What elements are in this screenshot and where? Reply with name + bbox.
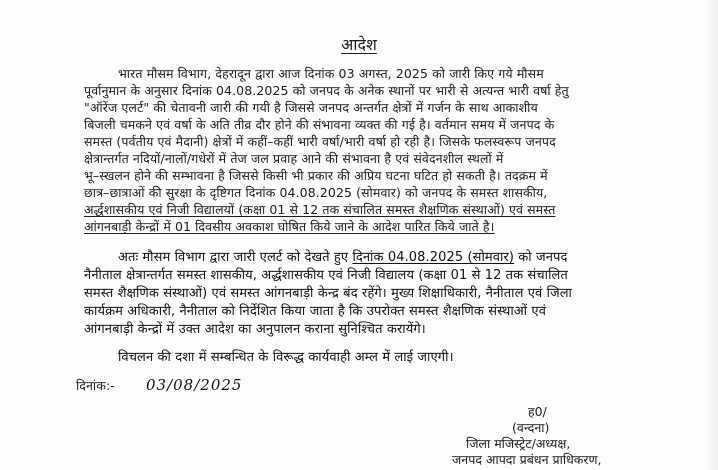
paragraph1-line-10: आंगनबाड़ी केन्द्रों में 01 दिवसीय अवकाश घोषित किये जाने के आदेश पारित किये जाते है।: [84, 219, 495, 234]
paragraph1-line-4: बिजली चमकने एवं वर्षा के अति तीव्र दौर होने की संभावना व्यक्त की गई है। वर्तमान समय में जनपद के: [84, 117, 555, 132]
paragraph1-line-5: समस्त (पर्वतीय एवं मैदानी) क्षेत्रों में कहीं–कहीं भारी वर्षा/भारी वर्षा हो रही है। जिसके फलस्वरूप जनपद: [84, 134, 556, 149]
paragraph1-line-9: अर्द्धशासकीय एवं निजी विद्यालयों (कक्षा 01 से 12 तक संचालित समस्त शैक्षणिक संस्थाओं) एवं समस्त: [84, 202, 556, 217]
scan-shadow: [704, 0, 718, 470]
paragraph2-line-4: कार्यक्रम अधिकारी, नैनीताल को निर्देशित किया जाता है कि उपरोक्त समस्त शैक्षणिक संस्थाओं एवं: [84, 304, 547, 319]
paragraph1-line-8: छात्र–छात्राओं की सुरक्षा के दृष्टिगत दिनांक 04.08.2025 (सोमवार) को जनपद के समस्त शासकीय,: [84, 185, 548, 200]
signatory-designation-2: जनपद आपदा प्रबंधन प्राधिकरण,: [452, 452, 602, 467]
paragraph1-line-6: क्षेत्रान्तर्गत नदियों/नालों/गधेरों में तेज जल प्रवाह आने की संभावना है एवं संवेदनशील स्थलों में: [84, 151, 504, 166]
signatory-name: (वन्दना): [512, 420, 550, 435]
date-label: दिनांक:-: [76, 378, 115, 393]
holiday-date: दिनांक 04.08.2025 (सोमवार): [352, 250, 515, 265]
paragraph2-line-1: अतः मौसम विभाग द्वारा जारी एलर्ट को देखते हुए दिनांक 04.08.2025 (सोमवार) को जनपद: [118, 250, 568, 265]
signatory-designation-1: जिला मजिस्ट्रेट/अध्यक्ष,: [466, 436, 571, 451]
order-title: आदेश: [341, 35, 377, 54]
signature-mark: ह0/: [528, 404, 547, 419]
paragraph2-line-5: आंगनबाड़ी केन्द्रों में उक्त आदेश का अनुपालन कराना सुनिश्चित करायेंगे।: [84, 322, 426, 337]
paragraph2-line-2: नैनीताल क्षेत्रान्तर्गत समस्त शासकीय, अर्द्धशासकीय एवं निजी विद्यालय (कक्षा 01 से 12 तक संचालित: [84, 268, 568, 283]
paragraph1-line-1: भारत मौसम विभाग, देहरादून द्वारा आज दिनांक 03 अगस्त, 2025 को जारी किए गये मौसम: [118, 66, 544, 81]
paragraph1-line-2: पूर्वानुमान के अनुसार दिनांक 04.08.2025 को जनपद के अनेक स्थानों पर भारी से अत्यन्त भारी वर्षा हेतु: [84, 83, 569, 98]
paragraph1-line-3: "ऑरेंज एलर्ट" की चेतावनी जारी की गयी है जिससे जनपद अन्तर्गत क्षेत्रों में गर्जन के साथ आकाशीय: [84, 100, 538, 115]
paragraph3: विचलन की दशा में सम्बन्धित के विरूद्ध कार्यवाही अम्ल में लाई जाएगी।: [118, 350, 454, 365]
handwritten-date: 03/08/2025: [146, 376, 243, 394]
paragraph2-line-3: समस्त शैक्षणिक संस्थाओं) एवं समस्त आंगनबाड़ी केन्द्र बंद रहेंगे। मुख्य शिक्षाधिकारी, नैनीताल एवं जिला: [84, 286, 572, 301]
paragraph1-line-7: भू–स्खलन होने की सम्भावना है जिससे किसी भी प्रकार की अप्रिय घटना घटित हो सकती है। तदक्रम में: [84, 168, 548, 183]
